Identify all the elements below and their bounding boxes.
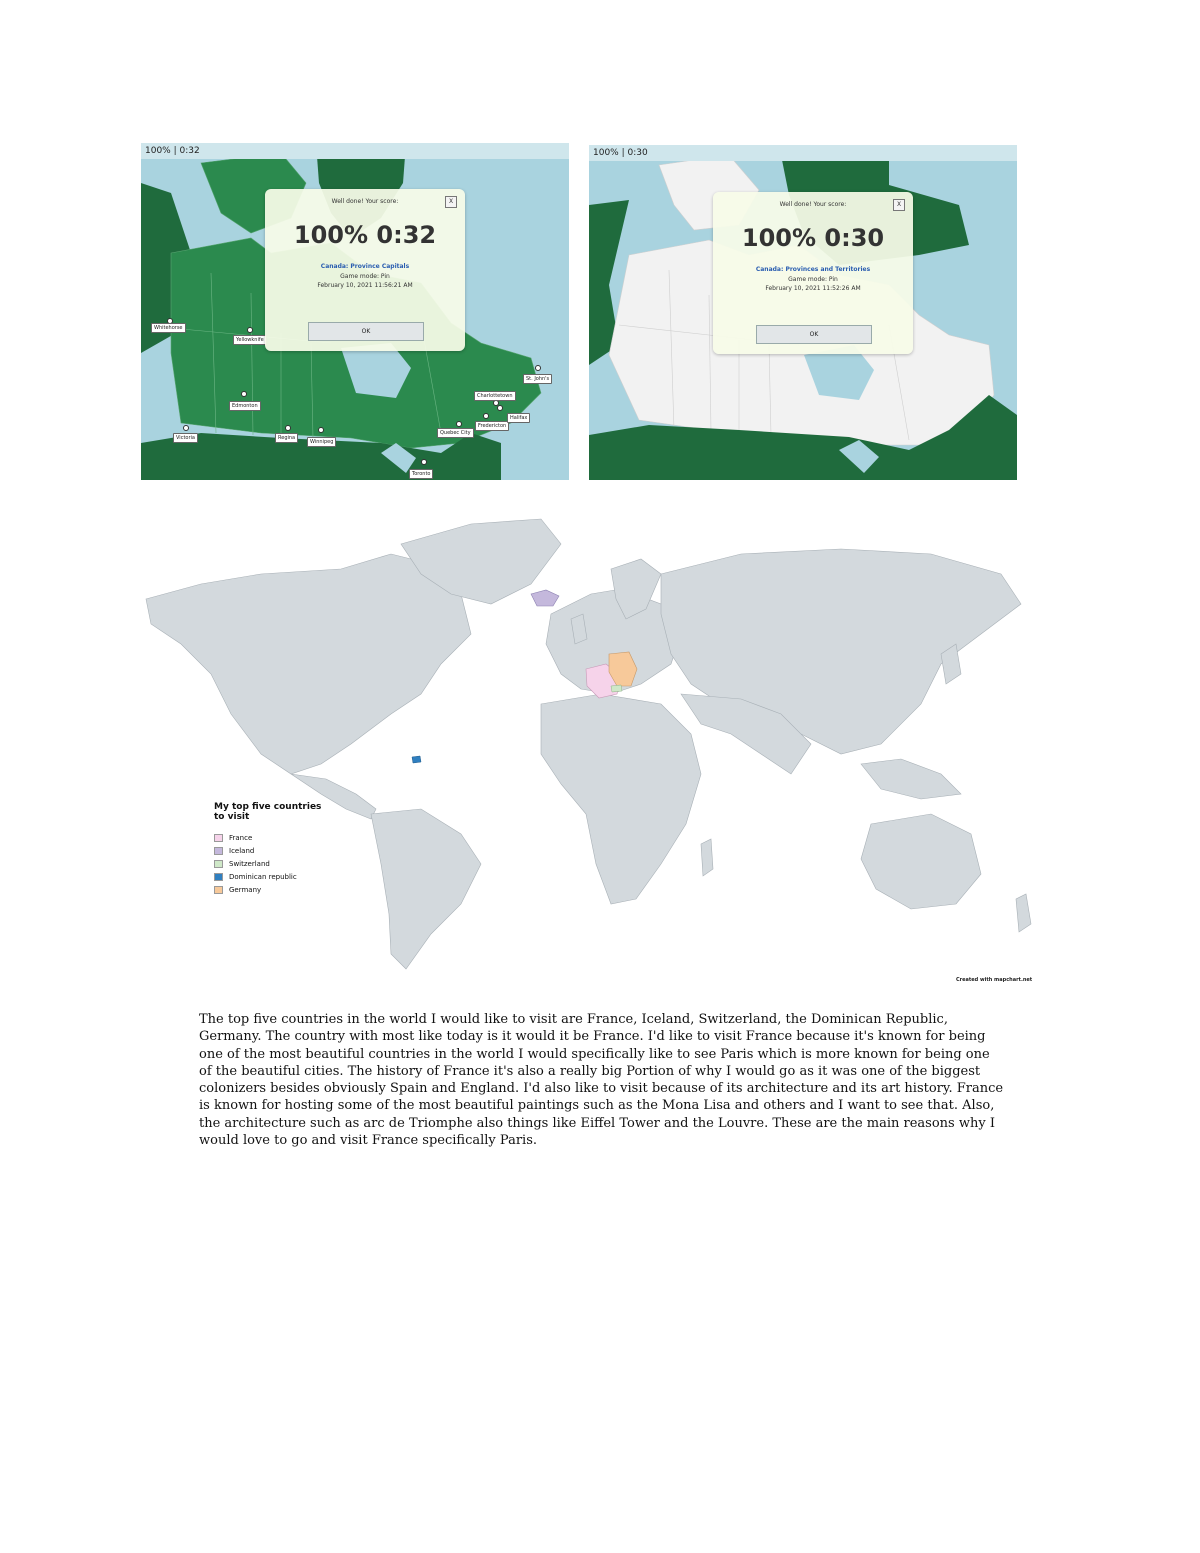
legend-label: Germany <box>229 886 262 894</box>
city-label-edmonton: Edmonton <box>229 401 261 411</box>
map-pin[interactable] <box>247 327 253 333</box>
world-map <box>141 514 1045 988</box>
score-timer-bar: 100% | 0:32 <box>141 143 569 159</box>
map-legend <box>214 802 332 895</box>
city-label-winnipeg: Winnipeg <box>307 437 336 447</box>
score-dialog <box>265 189 465 351</box>
timestamp: February 10, 2021 11:52:26 AM <box>765 285 861 292</box>
map-pin[interactable] <box>456 421 462 427</box>
legend-label: Iceland <box>229 847 255 855</box>
legend-swatch <box>214 886 223 894</box>
legend-item-france <box>214 833 332 843</box>
ok-button[interactable]: OK <box>308 322 424 341</box>
city-label-victoria: Victoria <box>173 433 198 443</box>
city-label-halifax: Halifax <box>507 413 530 423</box>
switzerland-region[interactable] <box>611 685 622 692</box>
legend-swatch <box>214 873 223 881</box>
score-value: 100% 0:30 <box>741 224 885 252</box>
score-value: 100% 0:32 <box>293 221 437 249</box>
map-pin[interactable] <box>285 425 291 431</box>
city-label-toronto: Toronto <box>409 469 433 479</box>
legend-label: Dominican republic <box>229 873 297 881</box>
map-pin[interactable] <box>483 413 489 419</box>
close-button[interactable]: X <box>445 196 457 208</box>
legend-swatch <box>214 860 223 868</box>
quiz-link[interactable]: Canada: Province Capitals <box>320 263 410 270</box>
dominican-republic-region[interactable] <box>412 756 421 763</box>
provinces-territories-screenshot <box>589 145 1017 480</box>
essay-paragraph: The top five countries in the world I would like to visit are France, Iceland, Switzerland, the Dominican Republic, Germany. The country with most like today is it would it be France. I'd like to visit France because it's known for being one of the most beautiful countries in the world I would specifically like to see Paris which is more known for being one of the beautiful cities. The history of France it's also a really big Portion of why I would go as it was one of the biggest colonizers besides obviously Spain and England. I'd also like to visit because of its architecture and its art history. France is known for hosting some of the most beautiful paintings such as the Mona Lisa and others and I want to see that. Also, the architecture such as arc de Triomphe also things like Eiffel Tower and the Louvre. These are the main reasons why I would love to go and visit France specifically Paris. <box>199 1012 1004 1149</box>
legend-title: My top five countries to visit <box>214 802 322 822</box>
ok-button[interactable]: OK <box>756 325 872 344</box>
game-mode: Game mode: Pin <box>340 273 390 280</box>
close-button[interactable]: X <box>893 199 905 211</box>
legend-item-iceland <box>214 846 332 856</box>
quiz-link[interactable]: Canada: Provinces and Territories <box>755 266 871 273</box>
city-label-quebec-city: Quebec City <box>437 428 474 438</box>
city-label-whitehorse: Whitehorse <box>151 323 186 333</box>
legend-swatch <box>214 847 223 855</box>
map-pin[interactable] <box>497 405 503 411</box>
timestamp: February 10, 2021 11:56:21 AM <box>317 282 413 289</box>
score-dialog <box>713 192 913 354</box>
city-label-st-johns: St. John's <box>523 374 552 384</box>
legend-item-germany <box>214 885 332 895</box>
dialog-heading: Well done! Your score: <box>779 201 847 208</box>
legend-label: France <box>229 834 253 842</box>
city-label-regina: Regina <box>275 433 298 443</box>
city-label-fredericton: Fredericton <box>475 421 509 431</box>
city-label-yellowknife: Yellowknife <box>233 335 267 345</box>
legend-item-switzerland <box>214 859 332 869</box>
game-mode: Game mode: Pin <box>788 276 838 283</box>
score-timer-bar: 100% | 0:30 <box>589 145 1017 161</box>
iceland-region[interactable] <box>531 590 559 606</box>
legend-label: Switzerland <box>229 860 270 868</box>
map-pin[interactable] <box>535 365 541 371</box>
map-pin[interactable] <box>318 427 324 433</box>
dialog-heading: Well done! Your score: <box>331 198 399 205</box>
legend-swatch <box>214 834 223 842</box>
map-credit: Created with mapchart.net <box>956 977 1033 983</box>
map-pin[interactable] <box>241 391 247 397</box>
city-label-charlottetown: Charlottetown <box>474 391 516 401</box>
province-capitals-screenshot <box>141 143 569 480</box>
map-pin[interactable] <box>183 425 189 431</box>
legend-item-dominican-republic <box>214 872 332 882</box>
map-pin[interactable] <box>421 459 427 465</box>
